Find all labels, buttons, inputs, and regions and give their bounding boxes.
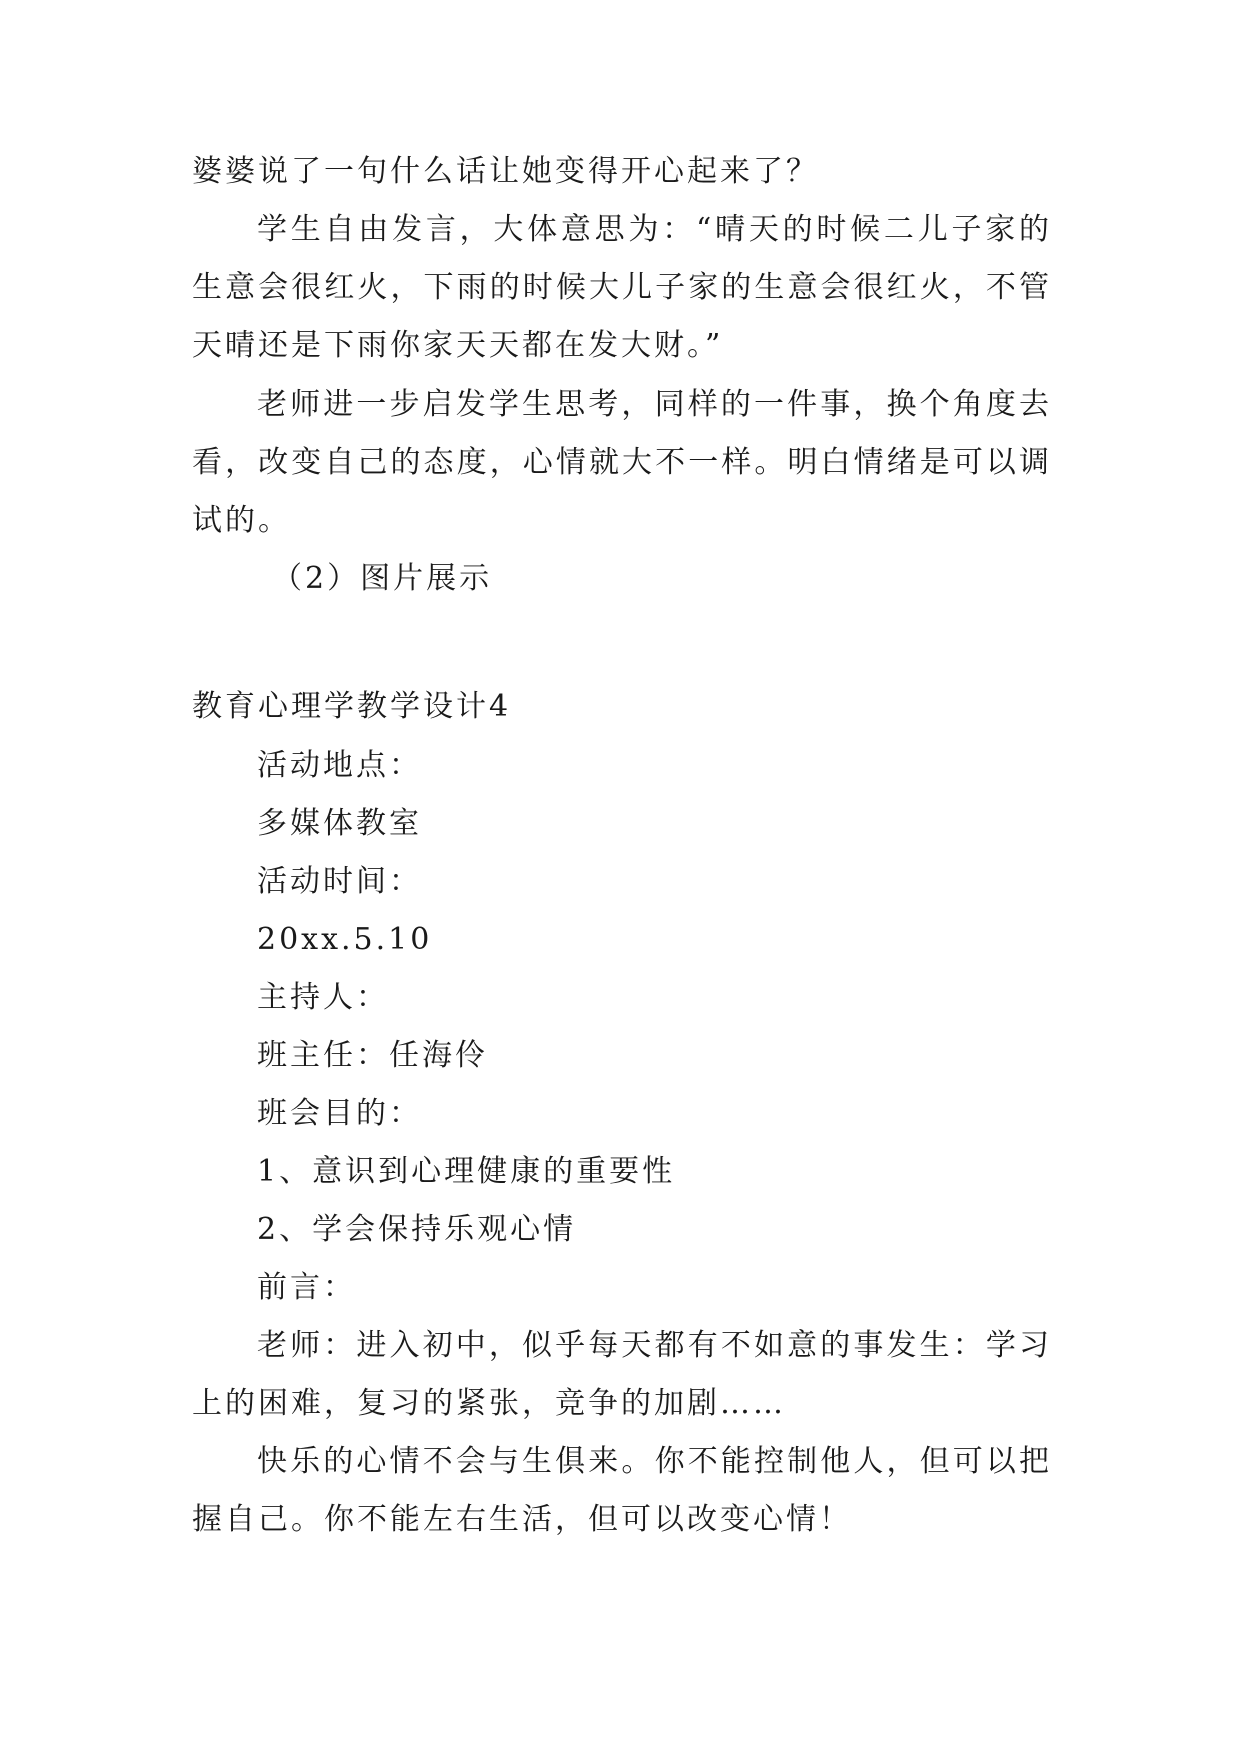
- paragraph-line: 婆婆说了一句什么话让她变得开心起来了？: [192, 154, 819, 189]
- paragraph-line: 生意会很红火，下雨的时候大儿子家的生意会很红火，不管: [192, 270, 1052, 305]
- field-value: 20xx.5.10: [257, 922, 433, 957]
- field-value: 多媒体教室: [257, 806, 422, 841]
- section-heading: 教育心理学教学设计4: [192, 689, 512, 724]
- paragraph-line: 老师进一步启发学生思考，同样的一件事，换个角度去: [257, 387, 1052, 422]
- section-subheading: （2）图片展示: [272, 561, 493, 596]
- paragraph-line: 快乐的心情不会与生俱来。你不能控制他人，但可以把: [257, 1444, 1052, 1479]
- list-item: 2、学会保持乐观心情: [257, 1212, 577, 1247]
- field-value: 班主任：任海伶: [257, 1038, 488, 1073]
- paragraph-line: 上的困难，复习的紧张，竞争的加剧……: [192, 1386, 786, 1421]
- field-label: 活动时间：: [257, 864, 422, 899]
- paragraph-line: 天晴还是下雨你家天天都在发大财。”: [192, 328, 724, 363]
- field-label: 活动地点：: [257, 748, 422, 783]
- paragraph-line: 握自己。你不能左右生活，但可以改变心情！: [192, 1502, 852, 1537]
- list-item: 1、意识到心理健康的重要性: [257, 1154, 676, 1189]
- paragraph-line: 看，改变自己的态度，心情就大不一样。明白情绪是可以调: [192, 445, 1052, 480]
- paragraph-line: 试的。: [192, 503, 291, 538]
- field-label: 主持人：: [257, 980, 389, 1015]
- paragraph-line: 学生自由发言，大体意思为：“晴天的时候二儿子家的: [257, 212, 1052, 247]
- field-label: 班会目的：: [257, 1096, 422, 1131]
- field-label: 前言：: [257, 1270, 356, 1305]
- paragraph-line: 老师：进入初中，似乎每天都有不如意的事发生：学习: [257, 1328, 1052, 1363]
